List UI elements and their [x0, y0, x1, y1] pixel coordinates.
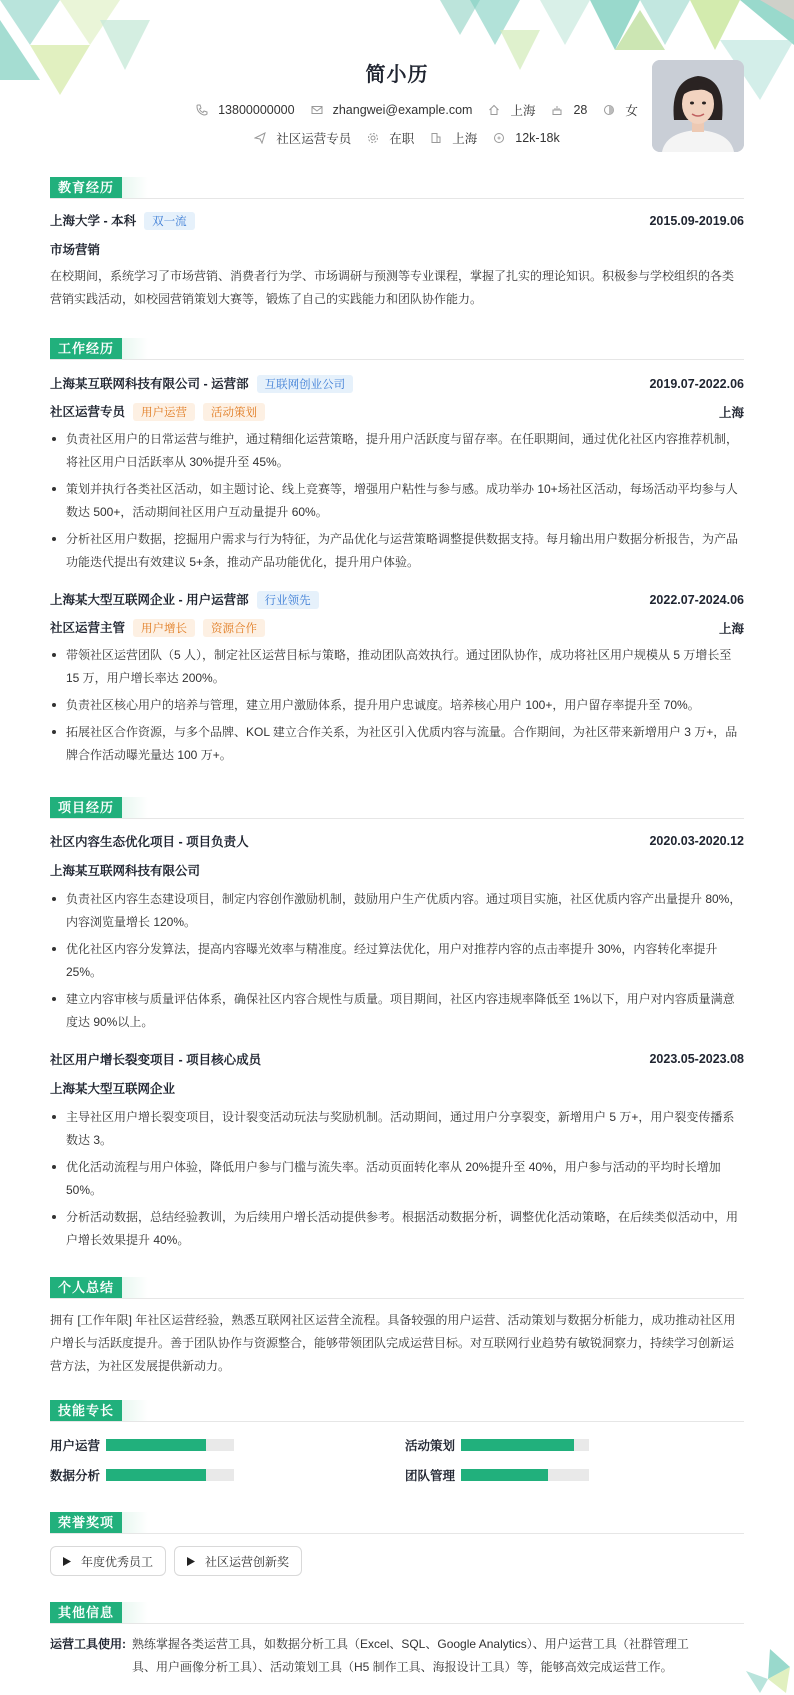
- skill-bar: [106, 1439, 234, 1451]
- awards-header: [50, 1512, 744, 1534]
- summary-header: [50, 1277, 744, 1299]
- send-icon: [254, 132, 266, 144]
- job-tag: 资源合作: [203, 619, 265, 637]
- education-period: 2015.09-2019.06: [649, 213, 744, 228]
- project-item: [50, 832, 744, 1034]
- location-text: 上海: [510, 104, 536, 118]
- job-tag: 用户增长: [133, 619, 195, 637]
- awards-section: [50, 1512, 744, 1576]
- other-title: 其他信息: [50, 1602, 122, 1623]
- summary-title: 个人总结: [50, 1277, 122, 1298]
- gear-icon: [367, 132, 379, 144]
- project-org: 上海某大型互联网企业: [50, 1082, 176, 1096]
- education-section: [50, 177, 744, 311]
- school-name: 上海大学 - 本科: [50, 214, 137, 228]
- skill-bar-fill: [106, 1439, 206, 1451]
- gender-icon: [603, 104, 615, 116]
- skill-name: 用户运营: [50, 1439, 101, 1453]
- education-header: [50, 177, 744, 199]
- projects-header: [50, 797, 744, 819]
- other-row: [50, 1633, 744, 1679]
- job-bullet: 负责社区用户的日常运营与维护，通过精细化运营策略，提升用户活跃度与留存率。在任职期间，通过优化社区内容推荐机制，将社区用户日活跃率从 30%提升至 45%。: [50, 428, 744, 474]
- other-text: 熟练掌握各类运营工具，如数据分析工具（Excel、SQL、Google Analytics）、用户运营工具（社群管理工具、用户画像分析工具）、活动策划工具（H5 制作工具、海报设计工具）等，能够高效完成运营工作。: [132, 1637, 689, 1674]
- skill-bar-fill: [461, 1469, 548, 1481]
- work-city-text: 上海: [452, 132, 478, 146]
- awards-title: 荣誉奖项: [50, 1512, 122, 1533]
- education-desc: 在校期间，系统学习了市场营销、消费者行为学、市场调研与预测等专业课程，掌握了扎实的理论知识。积极参与学校组织的各类营销实践活动，如校园营销策划大赛等，锻炼了自己的实践能力和团队协作能力。: [50, 269, 735, 306]
- mail-icon: [311, 104, 323, 116]
- project-period: 2023.05-2023.08: [649, 1052, 744, 1066]
- play-icon: [63, 1557, 71, 1566]
- phone-icon: [196, 104, 208, 116]
- skill-item: [405, 1436, 744, 1454]
- play-icon: [187, 1557, 195, 1566]
- job-role-row: [50, 618, 744, 637]
- project-bullet: 优化活动流程与用户体验，降低用户参与门槛与流失率。活动页面转化率从 20%提升至 40%，用户参与活动的平均时长增加 50%。: [50, 1156, 744, 1202]
- job-role-row: [50, 402, 744, 421]
- project-bullet: 负责社区内容生态建设项目，制定内容创作激励机制，鼓励用户生产优质内容。通过项目实施，社区优质内容产出量提升 80%，内容浏览量增长 120%。: [50, 888, 744, 934]
- skill-bar-fill: [461, 1439, 574, 1451]
- skill-item: [50, 1436, 405, 1454]
- skills-header: [50, 1400, 744, 1422]
- award-name: 社区运营创新奖: [205, 1554, 290, 1569]
- email-text: zhangwei@example.com: [332, 103, 473, 117]
- project-name-row: [50, 1050, 744, 1068]
- school-tag: 双一流: [144, 212, 195, 230]
- work-city-info: [430, 129, 477, 147]
- home-icon: [488, 104, 500, 116]
- awards-list: [50, 1546, 744, 1576]
- coin-icon: [493, 132, 505, 144]
- project-name: 社区内容生态优化项目 - 项目负责人: [50, 835, 249, 849]
- job-bullet: 负责社区核心用户的培养与管理，建立用户激励体系，提升用户忠诚度。培养核心用户 100+，用户留存率提升至 70%。: [50, 694, 744, 717]
- major: 市场营销: [50, 243, 101, 257]
- education-row: [50, 211, 744, 230]
- job-city: 上海: [718, 621, 744, 636]
- project-period: 2020.03-2020.12: [649, 834, 744, 848]
- project-bullet: 建立内容审核与质量评估体系，确保社区内容合规性与质量。项目期间，社区内容违规率降低至 1%以下，用户对内容质量满意度达 90%以上。: [50, 988, 744, 1034]
- project-bullets: [50, 888, 744, 1034]
- job-company-row: [50, 374, 744, 393]
- job-role: 社区运营专员: [50, 405, 126, 419]
- skills-title: 技能专长: [50, 1400, 122, 1421]
- project-name-row: [50, 832, 744, 850]
- project-org: 上海某互联网科技有限公司: [50, 864, 201, 878]
- building-icon: [430, 132, 442, 144]
- job-company-tag: 行业领先: [257, 591, 319, 609]
- job-company: 上海某大型互联网企业 - 用户运营部: [50, 593, 249, 607]
- summary-section: [50, 1277, 744, 1378]
- job-tag: 用户运营: [133, 403, 195, 421]
- project-item: [50, 1050, 744, 1252]
- skill-bar: [106, 1469, 234, 1481]
- skill-bar-fill: [106, 1469, 206, 1481]
- projects-title: 项目经历: [50, 797, 122, 818]
- award-item: [174, 1546, 302, 1576]
- cake-icon: [551, 104, 563, 116]
- education-title: 教育经历: [50, 177, 122, 198]
- work-section: [50, 338, 744, 771]
- phone-text: 13800000000: [218, 103, 295, 117]
- candidate-name: 简小历: [365, 64, 429, 86]
- work-header: [50, 338, 744, 360]
- award-item: [50, 1546, 166, 1576]
- salary-text: 12k-18k: [515, 131, 560, 145]
- other-section: [50, 1602, 744, 1679]
- avatar: [652, 60, 744, 152]
- email-info: [311, 103, 473, 117]
- other-label: 运营工具使用:: [50, 1637, 126, 1651]
- job-bullet: 带领社区运营团队（5 人），制定社区运营目标与策略，推动团队高效执行。通过团队协作，成功将社区用户规模从 5 万增长至 15 万，用户增长率达 200%。: [50, 644, 744, 690]
- project-bullets: [50, 1106, 744, 1252]
- job-bullets: [50, 428, 744, 574]
- skill-name: 活动策划: [405, 1439, 456, 1453]
- location-info: [488, 101, 535, 119]
- work-title: 工作经历: [50, 338, 122, 359]
- age-info: [551, 103, 587, 117]
- project-bullet: 分析活动数据，总结经验教训，为后续用户增长活动提供参考。根据活动数据分析，调整优化活动策略，在后续类似活动中，用户增长效果提升 40%。: [50, 1206, 744, 1252]
- phone-info: [196, 103, 294, 117]
- age-text: 28: [573, 103, 588, 117]
- skill-bar: [461, 1439, 589, 1451]
- job-bullets: [50, 644, 744, 767]
- project-bullet: 优化社区内容分发算法，提高内容曝光效率与精准度。经过算法优化，用户对推荐内容的点击率提升 30%，内容转化率提升 25%。: [50, 938, 744, 984]
- job-period: 2019.07-2022.06: [649, 376, 744, 391]
- job-tag: 活动策划: [203, 403, 265, 421]
- job-company-row: [50, 590, 744, 609]
- job-target-text: 社区运营专员: [276, 132, 352, 146]
- gender-text: 女: [625, 104, 638, 118]
- salary-info: [493, 131, 559, 145]
- skills-grid: [50, 1436, 744, 1484]
- job-role: 社区运营主管: [50, 621, 126, 635]
- skill-name: 团队管理: [405, 1469, 456, 1483]
- project-name: 社区用户增长裂变项目 - 项目核心成员: [50, 1053, 262, 1067]
- project-bullet: 主导社区用户增长裂变项目，设计裂变活动玩法与奖励机制。活动期间，通过用户分享裂变，新增用户 5 万+，用户裂变传播系数达 3。: [50, 1106, 744, 1152]
- projects-section: [50, 797, 744, 1256]
- job-item: [50, 374, 744, 574]
- status-text: 在职: [389, 132, 415, 146]
- summary-text: 拥有 [工作年限] 年社区运营经验，熟悉互联网社区运营全流程。具备较强的用户运营、活动策划与数据分析能力，成功推动社区用户增长与活跃度提升。善于团队协作与资源整合，能够带领团队完成运营目标。对互联网行业趋势有敏锐洞察力，持续学习创新运营方法，为社区发展提供新动力。: [50, 1313, 736, 1373]
- award-name: 年度优秀员工: [81, 1554, 154, 1569]
- job-company-tag: 互联网创业公司: [257, 375, 354, 393]
- job-city: 上海: [718, 405, 744, 420]
- other-header: [50, 1602, 744, 1624]
- job-target-info: [254, 129, 351, 147]
- skills-section: [50, 1400, 744, 1484]
- skill-item: [50, 1466, 405, 1484]
- job-bullet: 拓展社区合作资源，与多个品牌、KOL 建立合作关系，为社区引入优质内容与流量。合作期间，为社区带来新增用户 3 万+，品牌合作活动曝光量达 100 万+。: [50, 721, 744, 767]
- gender-info: [603, 101, 638, 119]
- job-company: 上海某互联网科技有限公司 - 运营部: [50, 377, 249, 391]
- job-period: 2022.07-2024.06: [649, 592, 744, 607]
- job-bullet: 分析社区用户数据，挖掘用户需求与行为特征，为产品优化与运营策略调整提供数据支持。每月输出用户数据分析报告，为产品功能迭代提出有效建议 5+条，推动产品功能优化，提升用户体验。: [50, 528, 744, 574]
- skill-bar: [461, 1469, 589, 1481]
- job-item: [50, 590, 744, 767]
- job-bullet: 策划并执行各类社区活动，如主题讨论、线上竞赛等，增强用户粘性与参与感。成功举办 10+场社区活动，每场活动平均参与人数达 500+，活动期间社区用户互动量提升 60%。: [50, 478, 744, 524]
- skill-item: [405, 1466, 744, 1484]
- status-info: [367, 129, 414, 147]
- skill-name: 数据分析: [50, 1469, 101, 1483]
